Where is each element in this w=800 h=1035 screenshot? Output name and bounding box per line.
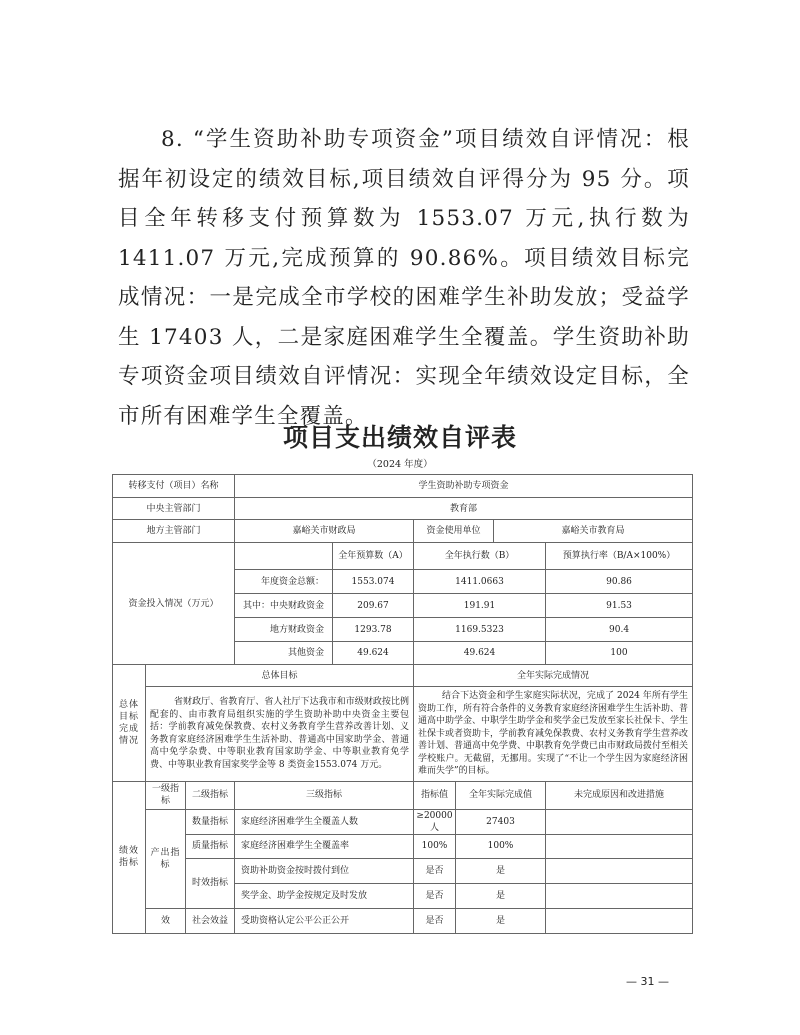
indicator-row: 奖学金、助学金按规定及时发放 是否 是 (113, 883, 693, 908)
project-name-value: 学生资助补助专项资金 (235, 475, 693, 498)
goals-target-text: 省财政厅、省教育厅、省人社厅下达我市和市级财政按比例配套的、由市教育局组织实施的学生资助补助中央资金主要包括：学前教育减免保教费、农村义务教育学生营养改善计划、义务教育家庭经济困难学生生活补助、普通高中国家助学金、普通高中免学杂费、中等职业教育国家助学金、中等职业教育免学费、中等职业教育国家奖学金等 8 类资金1553.074 万元。 (146, 687, 414, 782)
row-local-dept (113, 520, 693, 543)
body-paragraph (118, 120, 690, 436)
page-number: — 31 — (626, 975, 669, 988)
indicator-row: 产出指标 数量指标 家庭经济困难学生全覆盖人数 ≥20000 人 27403 (113, 809, 693, 834)
level1-output: 产出指标 (146, 809, 186, 908)
level1-effect: 效 (146, 908, 186, 933)
local-dept-value: 嘉峪关市财政局 (235, 520, 414, 543)
indicators-label: 绩效指标 (113, 781, 146, 933)
funds-row: 其中：中央财政资金 209.67 191.91 91.53 (113, 594, 693, 618)
goals-text-row (113, 687, 693, 782)
central-dept-label: 中央主管部门 (113, 498, 235, 520)
goals-label: 总体目标完成情况 (113, 665, 146, 782)
funds-label: 资金投入情况（万元） (113, 543, 235, 665)
indicator-row: 时效指标 资助补助资金按时拨付到位 是否 是 (113, 858, 693, 883)
fund-user-label: 资金使用单位 (414, 520, 494, 543)
goals-actual-text: 结合下达资金和学生家庭实际状况，完成了 2024 年所有学生资助工作，所有符合条件的义务教育家庭经济困难学生生活补助、普通高中助学金、中职学生助学金和奖学金已发放至家长社保卡、学生社保卡或者资助卡，学前教育减免保教费、农村义务教育学生营养改善计划、普通高中免学费、中职教育免学费已由市财政局拨付至相关学校账户。无截留，无挪用。实现了“不让一个学生因为家庭经济困难而失学”的目标。 (414, 687, 693, 782)
goals-target-header: 总体目标 (146, 665, 414, 687)
goals-header-row (113, 665, 693, 687)
funds-row: 其他资金 49.624 49.624 100 (113, 642, 693, 665)
funds-row: 年度资金总额： 1553.074 1411.0663 90.86 (113, 570, 693, 594)
central-dept-value: 教育部 (235, 498, 693, 520)
funds-header-row (113, 543, 693, 570)
indicators-header-row: 绩效指标 一级指标 二级指标 三级指标 指标值 全年实际完成值 未完成原因和改进措施 (113, 781, 693, 809)
indicator-row: 效 社会效益 受助资格认定公平公正公开 是否 是 (113, 908, 693, 933)
goals-actual-header: 全年实际完成情况 (414, 665, 693, 687)
indicator-row: 质量指标 家庭经济困难学生全覆盖率 100% 100% (113, 834, 693, 858)
table-title: 项目支出绩效自评表 (282, 423, 517, 452)
table-year: （2024 年度） (367, 459, 433, 470)
funds-row: 地方财政资金 1293.78 1169.5323 90.4 (113, 618, 693, 642)
local-dept-label: 地方主管部门 (113, 520, 235, 543)
row-project-name (113, 475, 693, 498)
funds-header-b: 全年执行数（B） (414, 543, 546, 570)
funds-header-a: 全年预算数（A） (333, 543, 414, 570)
row-central-dept (113, 498, 693, 520)
performance-table (112, 474, 693, 934)
project-name-label: 转移支付（项目）名称 (113, 475, 235, 498)
funds-header-rate: 预算执行率（B/A×100%） (546, 543, 693, 570)
fund-user-value: 嘉峪关市教育局 (494, 520, 693, 543)
paragraph-text: 8. “学生资助补助专项资金”项目绩效自评情况：根据年初设定的绩效目标,项目绩效自评得分为 95 分。项目全年转移支付预算数为 1553.07 万元,执行数为 1411.07 万元,完成预算的 90.86%。项目绩效目标完成情况：一是完成全市学校的困难学生补助发放；受益学生 17403 人，二是家庭困难学生全覆盖。学生资助补助专项资金项目绩效自评情况：实现全年绩效设定目标，全市所有困难学生全覆盖。 (118, 127, 690, 429)
